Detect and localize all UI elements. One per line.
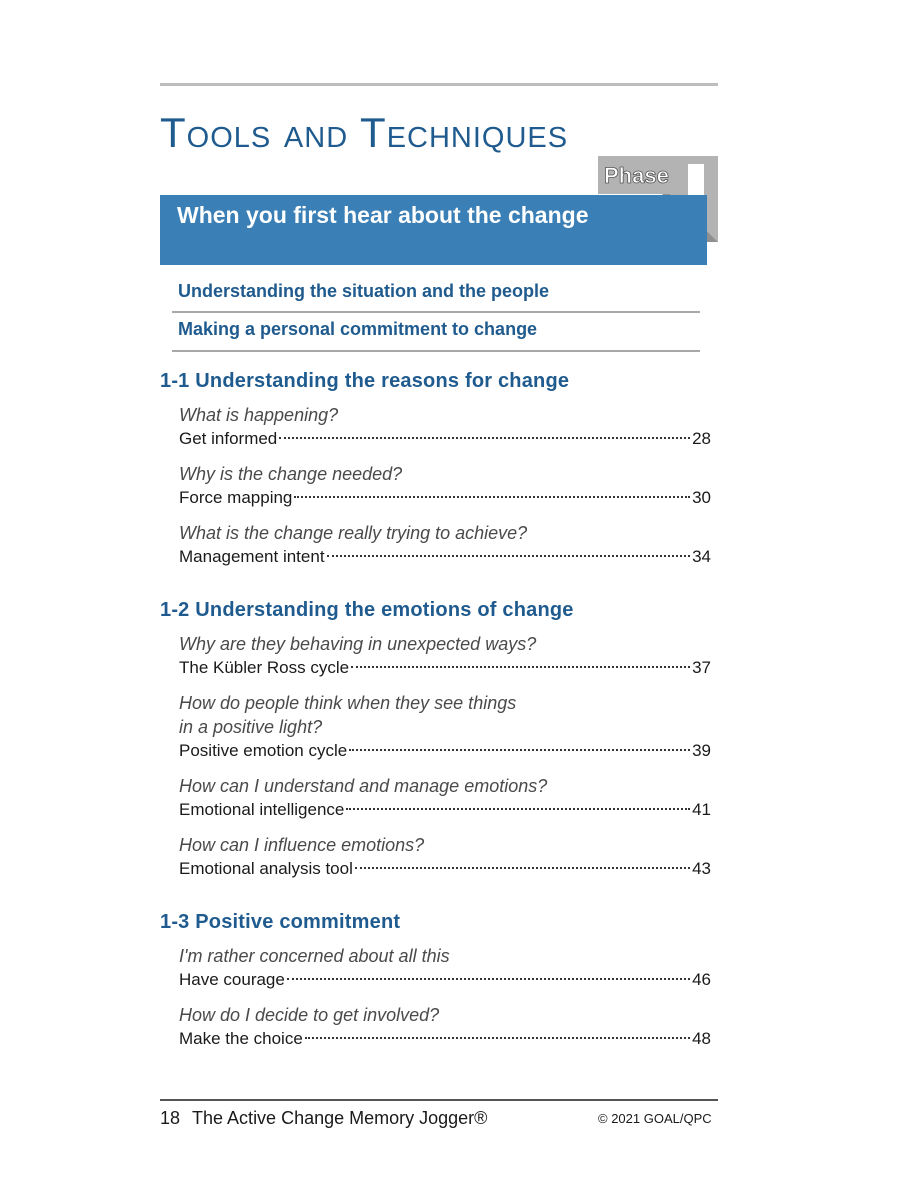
section-heading-1-3[interactable]: 1-3 Positive commitment <box>160 911 401 933</box>
toc-entry-force-mapping[interactable] <box>179 486 711 510</box>
entry-page: 28 <box>692 429 711 448</box>
entry-name: Emotional analysis tool <box>179 859 353 878</box>
toc-entry-management-intent[interactable] <box>179 545 711 569</box>
entry-question: What is the change really trying to achieve? <box>179 523 528 543</box>
leader-dots <box>287 978 690 980</box>
section-heading-1-1[interactable]: 1-1 Understanding the reasons for change <box>160 370 570 392</box>
entry-name: Have courage <box>179 970 285 989</box>
entry-question: Why are they behaving in unexpected ways? <box>179 634 537 654</box>
toc-entry-positive-emotion-cycle[interactable] <box>179 739 711 763</box>
leader-dots <box>351 666 690 668</box>
leader-dots <box>279 437 690 439</box>
leader-dots <box>327 555 691 557</box>
entry-name: Get informed <box>179 429 278 448</box>
sub-item-commitment[interactable]: Making a personal commitment to change <box>172 317 700 352</box>
footer-page-number: 18 <box>160 1108 181 1128</box>
entry-name: Make the choice <box>179 1029 303 1048</box>
sub-item-understanding[interactable]: Understanding the situation and the people <box>172 279 700 313</box>
footer-left <box>160 1106 487 1130</box>
entry-page: 48 <box>692 1029 711 1048</box>
entry-name: The Kübler Ross cycle <box>179 658 350 677</box>
leader-dots <box>305 1037 690 1039</box>
toc-entry-emotional-intelligence[interactable] <box>179 798 711 822</box>
entry-question-line1: How do people think when they see things <box>179 693 517 713</box>
leader-dots <box>355 867 690 869</box>
entry-page: 34 <box>692 547 711 566</box>
entry-question: How can I understand and manage emotions? <box>179 776 548 796</box>
toc-entry-get-informed[interactable] <box>179 427 711 451</box>
entry-question: How can I influence emotions? <box>179 835 425 855</box>
footer-book-title: The Active Change Memory Jogger® <box>192 1108 488 1128</box>
banner-title: When you first hear about the change <box>177 202 589 228</box>
entry-question: How do I decide to get involved? <box>179 1005 440 1025</box>
phase-label: Phase <box>604 163 669 188</box>
entry-question-line2: in a positive light? <box>179 717 323 737</box>
section-heading-1-2[interactable]: 1-2 Understanding the emotions of change <box>160 599 574 621</box>
entry-question: What is happening? <box>179 405 339 425</box>
top-rule <box>160 83 718 86</box>
leader-dots <box>294 496 690 498</box>
toc-entry-kubler-ross[interactable] <box>179 656 711 680</box>
entry-name: Emotional intelligence <box>179 800 345 819</box>
page-title: Tools and Techniques <box>160 109 569 156</box>
entry-name: Force mapping <box>179 488 293 507</box>
entry-name: Positive emotion cycle <box>179 741 348 760</box>
entry-question: I'm rather concerned about all this <box>179 946 450 966</box>
footer-rule <box>160 1099 718 1101</box>
entry-page: 41 <box>692 800 711 819</box>
footer-copyright: © 2021 GOAL/QPC <box>598 1111 712 1126</box>
toc-entry-have-courage[interactable] <box>179 968 711 992</box>
toc-entry-make-the-choice[interactable] <box>179 1027 711 1051</box>
phase-banner <box>160 195 707 265</box>
entry-page: 39 <box>692 741 711 760</box>
entry-page: 43 <box>692 859 711 878</box>
entry-page: 37 <box>692 658 711 677</box>
entry-question: Why is the change needed? <box>179 464 403 484</box>
leader-dots <box>349 749 690 751</box>
leader-dots <box>346 808 690 810</box>
entry-page: 46 <box>692 970 711 989</box>
entry-name: Management intent <box>179 547 325 566</box>
entry-page: 30 <box>692 488 711 507</box>
toc-entry-emotional-analysis-tool[interactable] <box>179 857 711 881</box>
